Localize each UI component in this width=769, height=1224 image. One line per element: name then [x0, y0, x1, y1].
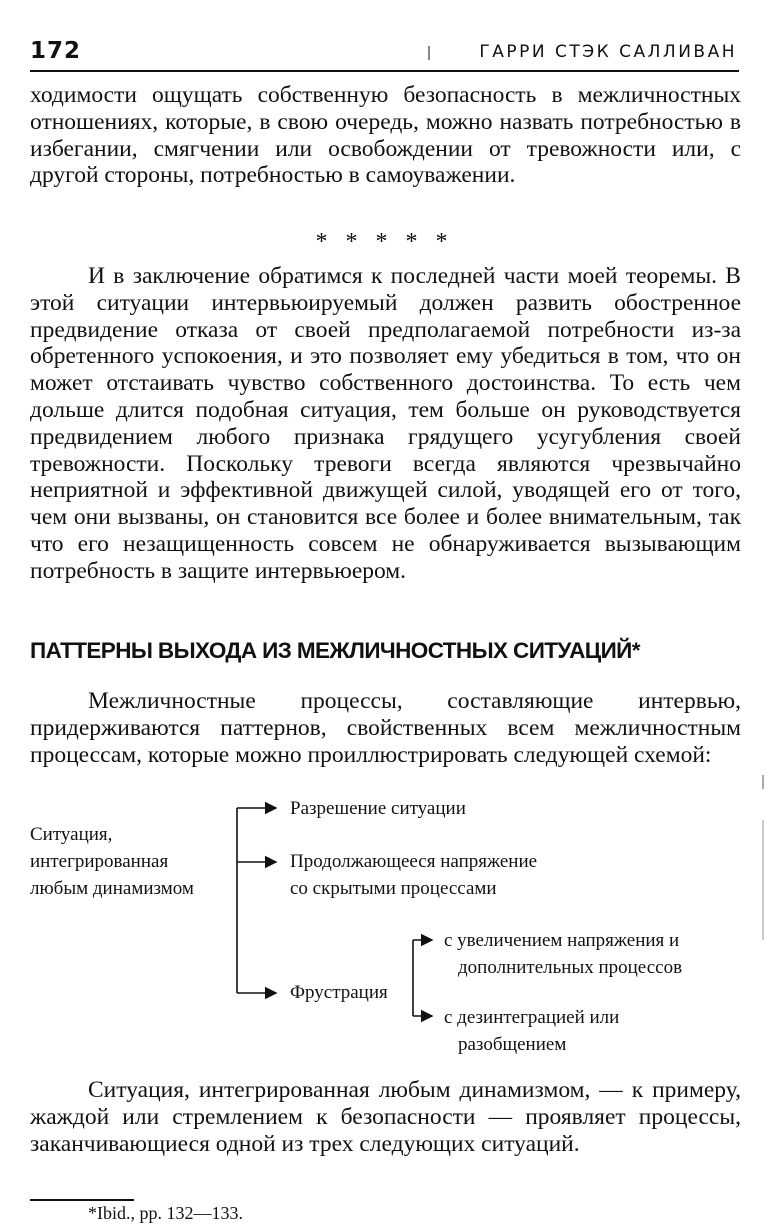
scan-margin-mark [762, 775, 764, 789]
scan-margin-mark [762, 820, 764, 940]
diagram-source-line3: любым динамизмом [30, 878, 194, 899]
header-divider-mark [428, 46, 430, 60]
running-title: ГАРРИ СТЭК САЛЛИВАН [479, 42, 737, 62]
page-header [30, 38, 739, 72]
paragraph-intro-scheme: Межличностные процессы, составляющие интервью, придерживаются паттернов, свойственных всем межличностным процессам, которые можно проиллюстрировать следующей схемой: [30, 688, 741, 768]
diagram-sub2-line2: разобщением [458, 1034, 567, 1055]
flow-diagram [0, 790, 769, 1065]
paragraph-conclusion: И в заключение обратимся к последней части моей теоремы. В этой ситуации интервьюируемый должен развить обостренное предвидение отказа от своей предполагаемой потребности из-за обретенного успокоения, и это позволяет ему убедиться в том, что он может отстаивать чувство собственного достоинства. То есть чем дольше длится подобная ситуация, тем больше он руководствуется предвидением любого признака грядущего усугубления своей тревожности. Поскольку тревоги всегда являются чрезвычайно неприятной и эффективной движущей силой, уводящей его от того, чем они вызваны, он становится все более и более внимательным, так что его незащищенность совсем не обнаруживается вызывающим потребность в защите интервьюером. [30, 263, 741, 584]
paragraph-continuation: ходимости ощущать собственную безопасность в межличностных отношениях, которые, в свою очередь, можно назвать потребностью в избегании, смягчении или освобождении от тревожности или, с другой стороны, потребностью в самоуважении. [30, 82, 741, 189]
diagram-outcome-resolution: Разрешение ситуации [290, 798, 466, 819]
diagram-sub1-line1: с увеличением напряжения и [444, 930, 680, 951]
diagram-sub1-line2: дополнительных процессов [458, 957, 683, 978]
diagram-source-line2: интегрированная [30, 851, 169, 872]
diagram-outcome-frustration: Фрустрация [290, 982, 388, 1003]
section-separator: * * * * * [315, 229, 454, 255]
footnote: *Ibid., pp. 132—133. [88, 1203, 243, 1223]
diagram-outcome-tension-line2: со скрытыми процессами [290, 878, 497, 899]
footnote-rule [30, 1199, 134, 1201]
page-number: 172 [30, 38, 82, 64]
paragraph-scheme-explanation: Ситуация, интегрированная любым динамизмом, — к примеру, жаждой или стремлением к безопасности — проявляет процессы, заканчивающиеся одной из трех следующих ситуаций. [30, 1077, 741, 1157]
diagram-source-line1: Ситуация, [30, 824, 113, 845]
section-heading: ПАТТЕРНЫ ВЫХОДА ИЗ МЕЖЛИЧНОСТНЫХ СИТУАЦИЙ* [30, 638, 640, 663]
diagram-sub2-line1: с дезинтеграцией или [444, 1007, 620, 1028]
diagram-outcome-tension-line1: Продолжающееся напряжение [290, 851, 538, 872]
